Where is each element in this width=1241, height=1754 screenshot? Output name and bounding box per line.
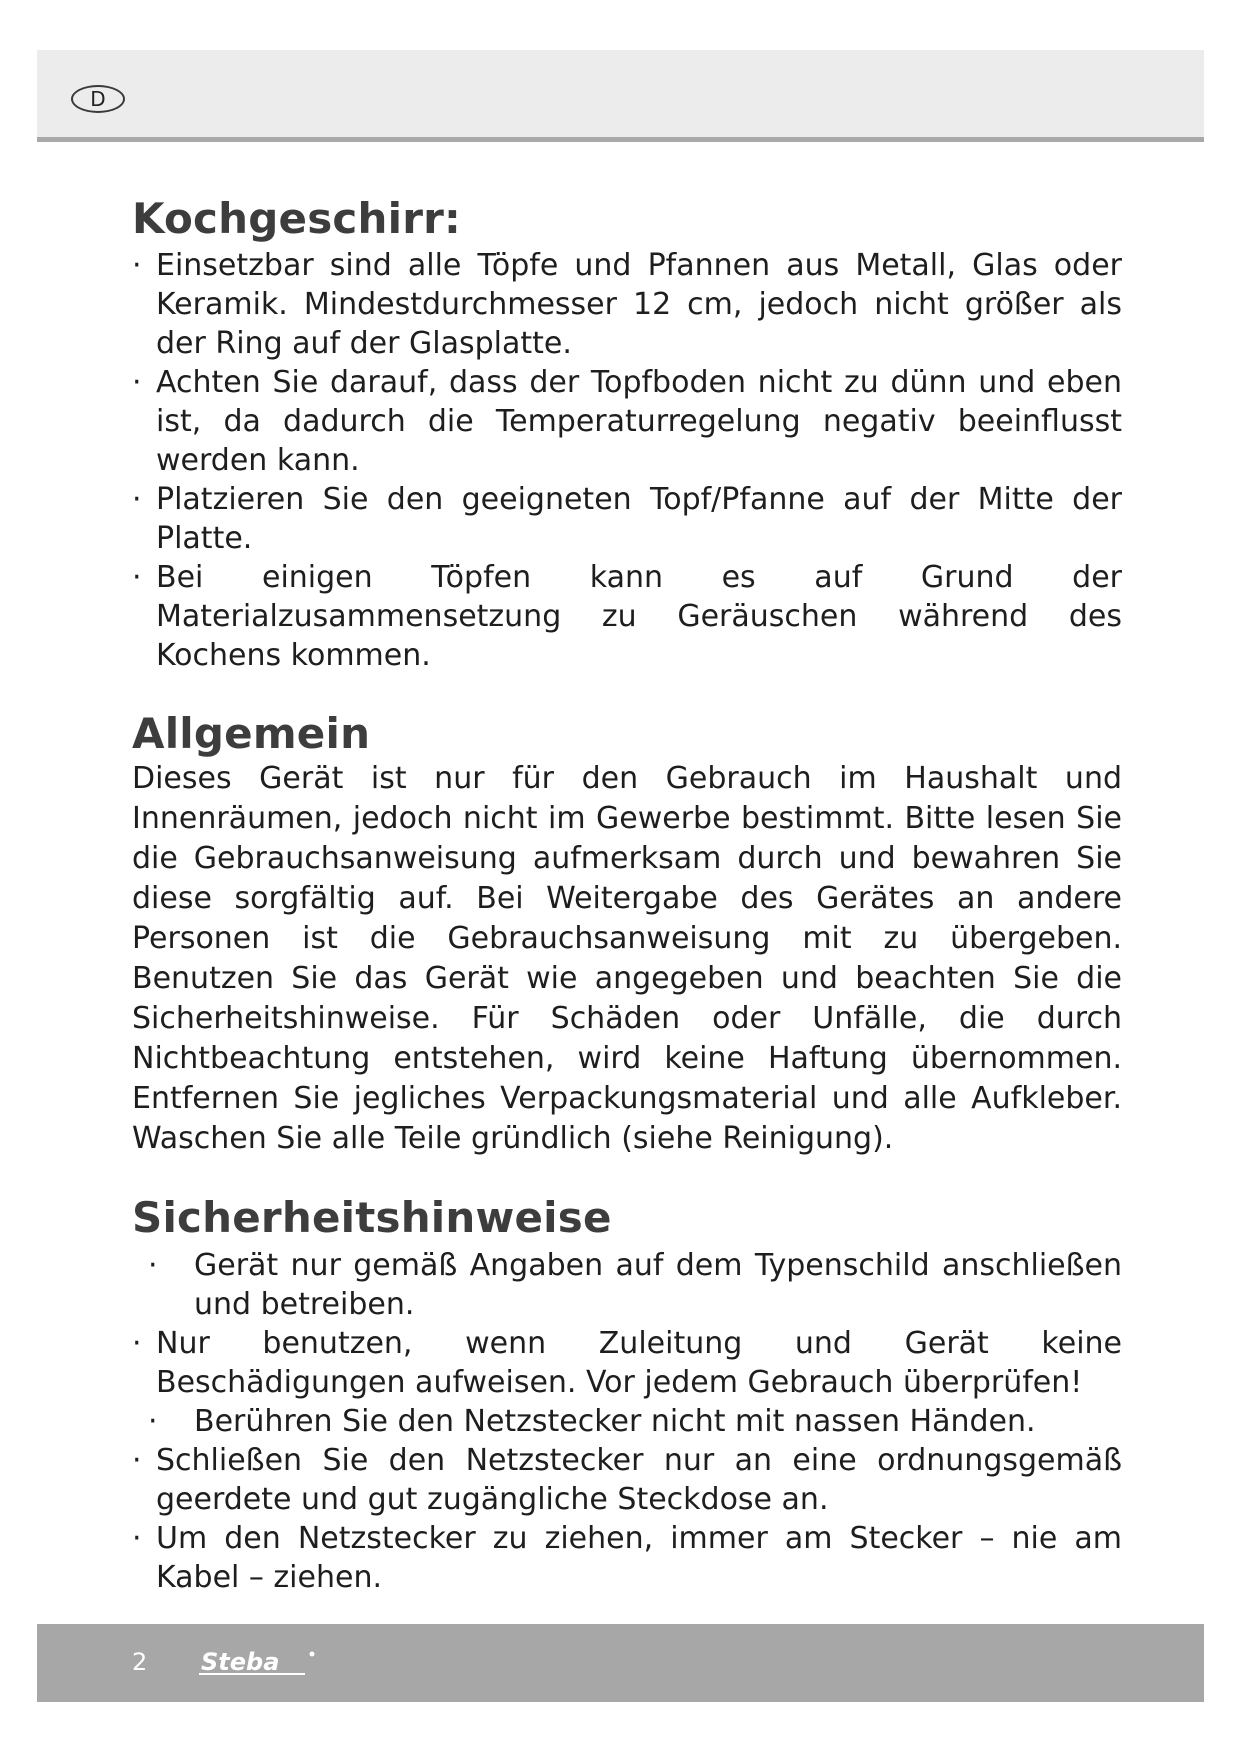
list-item: · Nur benutzen, wenn Zuleitung und Gerät keine Beschädigungen aufweisen. Vor jedem Gebrauch überprüfen!: [132, 1325, 1122, 1400]
list-item: · Einsetzbar sind alle Töpfe und Pfannen aus Metall, Glas oder Keramik. Mindestdurchmesser 12 cm, jedoch nicht größer als der Ring auf der Glasplatte.: [132, 248, 1122, 362]
bullet-dot: ·: [132, 1442, 142, 1478]
section-title-cookware: Kochgeschirr:: [132, 194, 462, 243]
page-header: [37, 50, 1204, 142]
bullet-dot: ·: [148, 1247, 158, 1283]
general-paragraph: Dieses Gerät ist nur für den Gebrauch im Haushalt und Innenräumen, jedoch nicht im Gewerbe bestimmt. Bitte lesen Sie die Gebrauchsanweisung aufmerksam durch und bewahren Sie diese sorgfältig auf. Bei Weitergabe des Gerätes an andere Personen ist die Gebrauchsanweisung mit zu übergeben. Benutzen Sie das Gerät wie angegeben und beachten Sie die Sicherheitshinweise. Für Schäden oder Unfälle, die durch Nichtbeachtung entstehen, wird keine Haftung übernommen. Entfernen Sie jegliches Verpackungsmaterial und alle Aufkleber. Waschen Sie alle Teile gründlich (siehe Reinigung).: [132, 761, 1122, 1157]
page-content: [132, 196, 1122, 1597]
page-number: 2: [132, 1648, 148, 1676]
bullet-dot: ·: [148, 1403, 158, 1439]
bullet-dot: ·: [132, 248, 142, 284]
list-item: · Bei einigen Töpfen kann es auf Grund der Materialzusammensetzung zu Geräuschen während des Kochens kommen.: [132, 560, 1122, 674]
bullet-dot: ·: [132, 560, 142, 596]
list-item: · Schließen Sie den Netzstecker nur an eine ordnungsgemäß geerdete und gut zugängliche Steckdose an.: [132, 1442, 1122, 1517]
page-footer: [37, 1624, 1204, 1702]
list-item: · Gerät nur gemäß Angaben auf dem Typenschild anschließen und betreiben.: [148, 1247, 1122, 1322]
section-general: [132, 711, 1122, 1159]
list-item: · Achten Sie darauf, dass der Topfboden nicht zu dünn und eben ist, da dadurch die Temperaturregelung negativ beeinflusst werden kann.: [132, 365, 1122, 479]
list-item: · Berühren Sie den Netzstecker nicht mit nassen Händen.: [148, 1403, 1036, 1439]
language-badge: D: [71, 85, 125, 113]
list-item: · Platzieren Sie den geeigneten Topf/Pfanne auf der Mitte der Platte.: [132, 482, 1122, 557]
section-title-general: Allgemein: [132, 709, 371, 759]
section-safety: [132, 1195, 1122, 1596]
steba-logo: [197, 1646, 327, 1680]
brand-logo-text: Steba: [201, 1648, 280, 1676]
cookware-list: [132, 246, 1122, 675]
list-item: · Um den Netzstecker zu ziehen, immer am Stecker – nie am Kabel – ziehen.: [132, 1520, 1122, 1595]
bullet-dot: ·: [132, 365, 142, 401]
bullet-dot: ·: [132, 1325, 142, 1361]
section-cookware: [132, 196, 1122, 675]
bullet-dot: ·: [132, 1520, 142, 1556]
safety-list: [132, 1246, 1122, 1597]
bullet-dot: ·: [132, 482, 142, 518]
section-title-safety: Sicherheitshinweise: [132, 1193, 612, 1243]
